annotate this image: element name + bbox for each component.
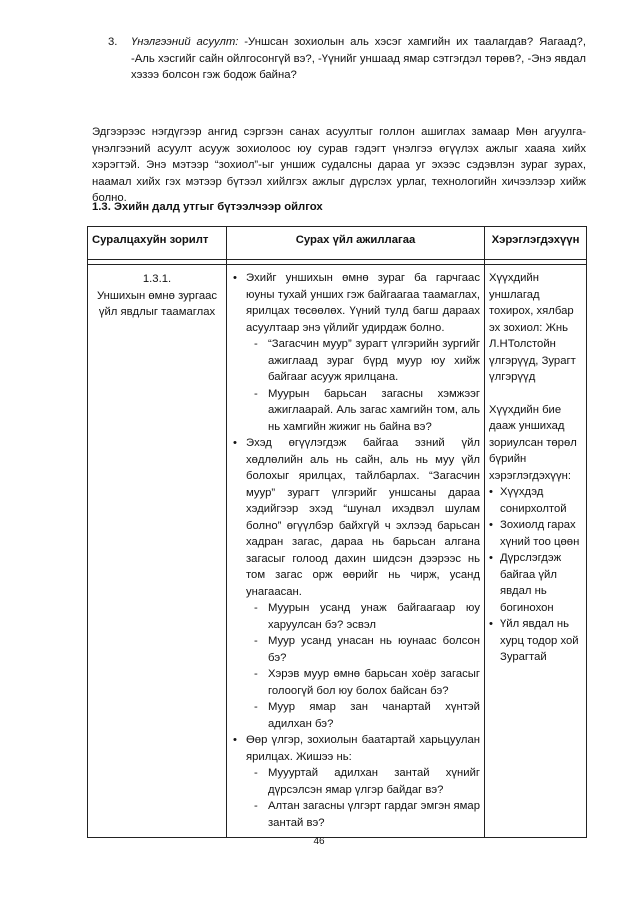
sub-list xyxy=(246,600,480,732)
activity-text: • Өөр үлгэр, зохиолын баатартай харьцуулан ярилцах. Жишээ нь: xyxy=(246,734,480,763)
activity-text: • Эхийг уншихын өмнө зураг ба гарчгаас юуны тухай унших гэж байгаагаа таамаглах, ярилцах төсөөлөх. Үүний тулд багш дараах асуултаар энэ үйлийг удирдаж болно. xyxy=(246,272,480,334)
resources-text: Хүүхдийн уншлагад тохирох, хялбар эх зохиол: Жнь Л.НТолстойн үлгэрүүд, Зурагт үлгэрүүд xyxy=(489,272,576,383)
objective-code: 1.3.1. xyxy=(142,273,172,285)
activity-list xyxy=(231,270,480,831)
resources-list xyxy=(489,484,582,666)
table-row xyxy=(88,265,587,838)
sub-item: - “Загасчин муур” зурагт үлгэрийн зургийг ажиглаад зураг бүрд муур юу хийж байгааг асууж ярилцана. xyxy=(246,336,480,386)
evaluation-question-label: Үнэлгээний асуулт: xyxy=(131,36,239,48)
header-objective: Суралцахуйн зорилт xyxy=(88,227,227,260)
resources-cell xyxy=(485,265,587,838)
evaluation-question-body: -Уншсан зохиолын аль хэсэг хамгийн их таалагдав? Яагаад?, -Аль хэсгийг сайн ойлгосонгүй вэ?, -Үүнийг уншаад ямар сэтгэгдэл төрөв?, -Энэ явдал хэзээ болсон гэж бодож байна? xyxy=(131,36,586,81)
activity-text: • Эхэд өгүүлэгдэж байгаа эзний үйл хөдлөлийн аль нь сайн, аль нь муу үйл болохыг ярилцах, тайлбарлах. “Загасчин муур” зурагт үлгэрийг уншсаны дараа хэдийгээр эхэд “шунал ихэдвэл шулам болно” өгүүлбэр байхгүй ч эхлээд барьсан хадран загас, дараа нь барьсан алгана загасыг голоод дахин шидсэн дээрээс нь том загас орж өөрийг нь чирж, усанд унагаасан. xyxy=(246,437,480,598)
header-resources: Хэрэглэгдэхүүн xyxy=(485,227,587,260)
sub-item: - Муууртай адилхан зантай хүнийг дүрсэлсэн ямар үлгэр байдаг вэ? xyxy=(246,765,480,798)
intro-paragraph: Эдгээрээс нэгдүгээр ангид сэргээн санах асуултыг голлон ашиглах замаар Мөн агуулга-үнэлгээний асуулт асууж зохиолоос юу сурав гэдэгт үнэлгээ өгүүлэх ажлыг хааяа хийх хэрэгтэй. Энэ мэтээр “зохиол”-ыг уншиж судалсны дараа уг эхээс сэдэвлэн зураг зурах, наамал хийх гэх мэтээр бүтээл хийлгэх ажлыг дүрслэх урлаг, технологийн хичээлээр хийж болно. xyxy=(92,126,586,204)
list-number: 3. xyxy=(108,36,118,48)
sub-item: - Муур ямар зан чанартай хүнтэй адилхан бэ? xyxy=(246,699,480,732)
resource-item: • Хүүхдэд сонирхолтой xyxy=(489,484,582,517)
sub-item: - Хэрэв муур өмнө барьсан хоёр загасыг голоогүй бол юу болох байсан бэ? xyxy=(246,666,480,699)
sub-item: - Алтан загасны үлгэрт гардаг эмгэн ямар зантай вэ? xyxy=(246,798,480,831)
sub-item: - Муурын барьсан загасны хэмжээг ажиглаарай. Аль загас хамгийн том, аль нь хамгийн жижиг нь байна вэ? xyxy=(246,386,480,436)
activity-cell xyxy=(227,265,485,838)
resource-item: • Үйл явдал нь хурц тодор хой Зурагтай xyxy=(489,616,582,666)
page-number: 46 xyxy=(313,836,325,847)
resource-item: • Зохиолд гарах хүний тоо цөөн xyxy=(489,517,582,550)
sub-item: - Муур усанд унасан нь юунаас болсон бэ? xyxy=(246,633,480,666)
sub-item: - Муурын усанд унаж байгаагаар юу харуулсан бэ? эсвэл xyxy=(246,600,480,633)
paragraph-gap xyxy=(489,386,582,402)
evaluation-question-item xyxy=(108,34,586,84)
sub-list xyxy=(246,765,480,831)
resources-text: Хүүхдийн бие дааж уншихад зориулсан төрөл бүрийн хэрэглэгдэхүүн: xyxy=(489,403,577,482)
activity-bullet xyxy=(231,270,480,435)
resource-item: • Дүрслэгдэж байгаа үйл явдал нь богинохон xyxy=(489,550,582,616)
objective-cell xyxy=(88,265,227,838)
evaluation-question-text xyxy=(131,34,586,84)
section-title: 1.3. Эхийн далд утгыг бүтээлчээр ойлгох xyxy=(92,201,323,213)
header-activity: Сурах үйл ажиллагаа xyxy=(227,227,485,260)
table-header-row xyxy=(88,227,587,260)
lesson-table xyxy=(87,226,587,838)
objective-text: Уншихын өмнө зургаас үйл явдлыг таамаглах xyxy=(96,289,218,318)
activity-bullet xyxy=(231,732,480,831)
activity-bullet xyxy=(231,435,480,732)
sub-list xyxy=(246,336,480,435)
